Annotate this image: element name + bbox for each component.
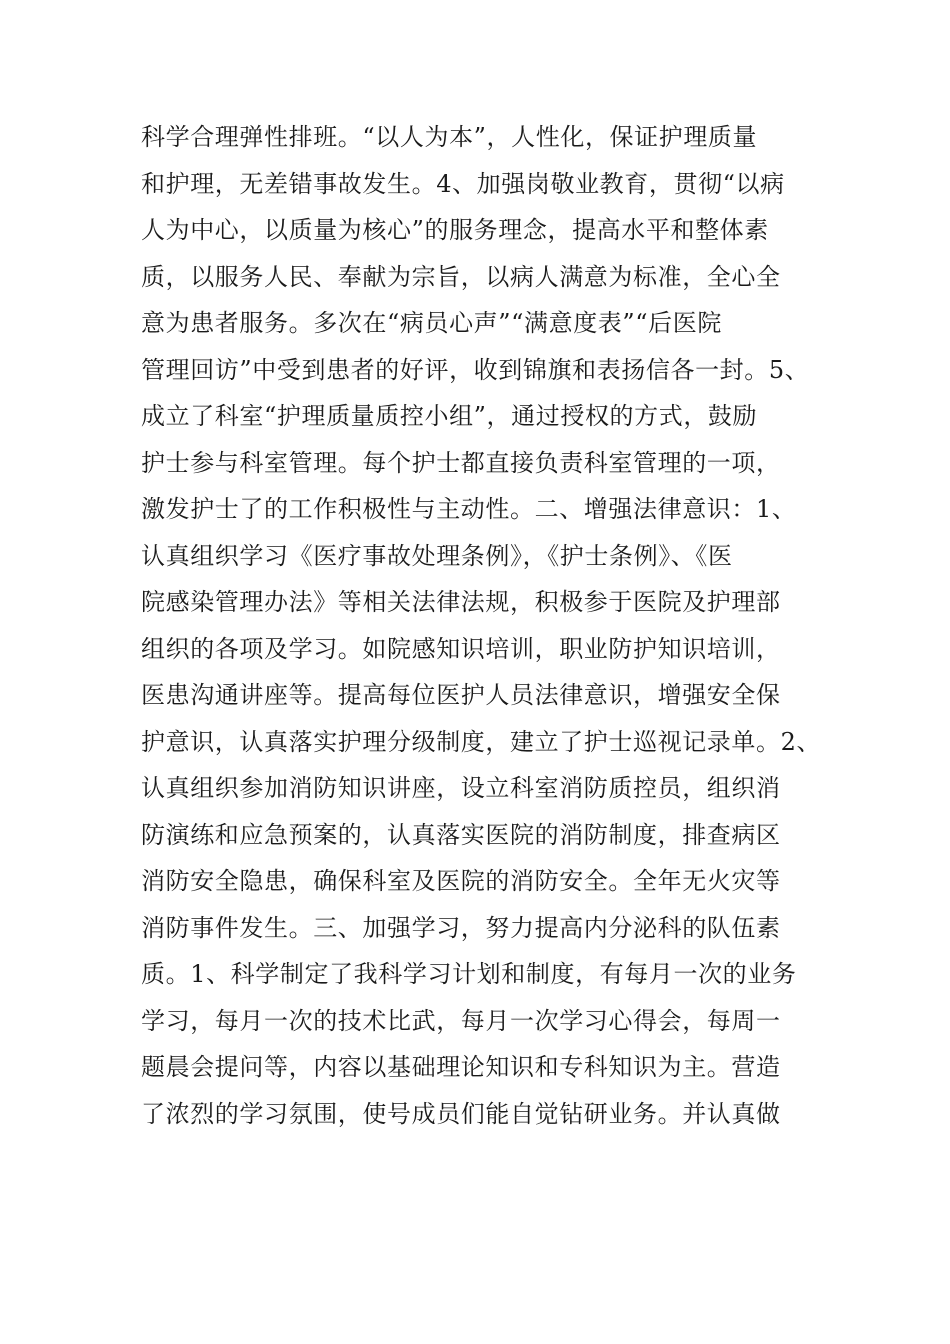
text-line: 护士参与科室管理。每个护士都直接负责科室管理的一项， [141,448,781,477]
text-line: 组织的各项及学习。如院感知识培训，职业防护知识培训， [141,634,781,663]
text-line: 防演练和应急预案的，认真落实医院的消防制度，排查病区 [141,820,781,849]
text-line: 意为患者服务。多次在“病员心声”“满意度表”“后医院 [141,309,722,337]
text-line: 激发护士了的工作积极性与主动性。二、增强法律意识：1、 [141,495,797,523]
document-body [141,114,841,1137]
text-line: 质，以服务人民、奉献为宗旨，以病人满意为标准，全心全 [141,262,781,291]
text-line: 认真组织参加消防知识讲座，设立科室消防质控员，组织消 [141,774,781,802]
text-line: 消防安全隐患，确保科室及医院的消防安全。全年无火灾等 [141,867,781,895]
text-line: 认真组织学习《医疗事故处理条例》，《护士条例》、《医 [141,541,733,570]
text-line: 题晨会提问等，内容以基础理论知识和专科知识为主。营造 [141,1053,781,1081]
text-line: 人为中心，以质量为核心”的服务理念，提高水平和整体素 [141,216,769,244]
text-line: 管理回访”中受到患者的好评，收到锦旗和表扬信各一封。5、 [141,355,810,384]
text-line: 质。1、科学制定了我科学习计划和制度，有每月一次的业务 [141,960,797,988]
text-line: 医患沟通讲座等。提高每位医护人员法律意识，增强安全保 [141,681,781,709]
text-line: 学习，每月一次的技术比武，每月一次学习心得会，每周一 [141,1006,781,1035]
text-line: 科学合理弹性排班。“以人为本”，人性化，保证护理质量 [141,123,758,151]
text-line: 护意识，认真落实护理分级制度，建立了护士巡视记录单。2、 [141,727,822,756]
text-line: 院感染管理办法》等相关法律法规，积极参于医院及护理部 [141,588,781,616]
text-line: 消防事件发生。三、加强学习，努力提高内分泌科的队伍素 [141,913,781,942]
text-line: 了浓烈的学习氛围，使号成员们能自觉钻研业务。并认真做 [141,1099,781,1128]
text-line: 和护理，无差错事故发生。4、加强岗敬业教育，贯彻“以病 [141,169,785,198]
text-line: 成立了科室“护理质量质控小组”，通过授权的方式，鼓励 [141,402,758,430]
